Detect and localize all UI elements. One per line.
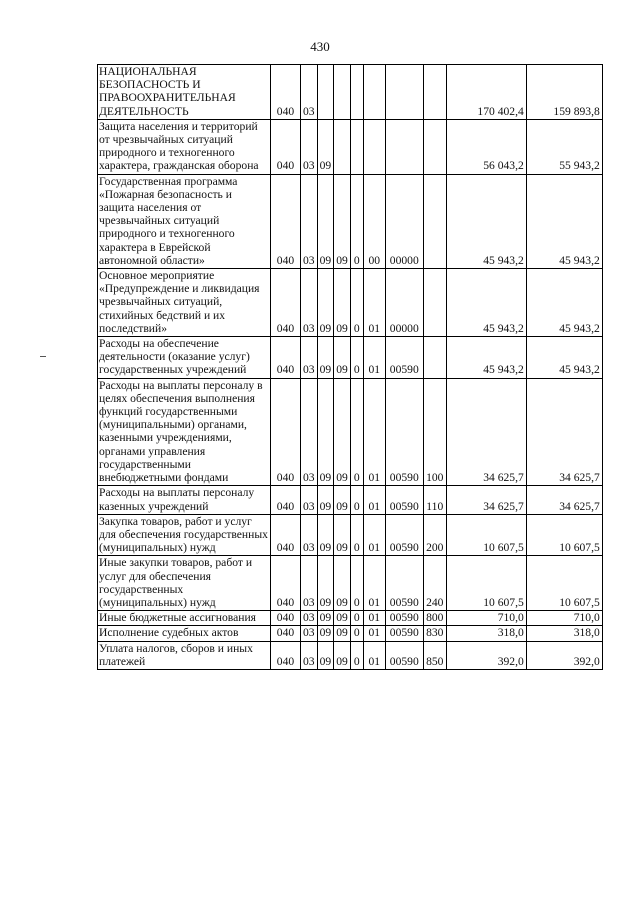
table-row xyxy=(98,65,603,120)
direction-code: 00590 xyxy=(385,378,423,486)
amount-year-1: 45 943,2 xyxy=(446,337,526,379)
event-code: 01 xyxy=(363,514,385,556)
subsection-code: 09 xyxy=(317,641,334,669)
expense-type-code xyxy=(423,269,446,337)
amount-year-2: 318,0 xyxy=(526,626,602,641)
expense-type-code: 850 xyxy=(423,641,446,669)
expense-type-code: 240 xyxy=(423,556,446,611)
row-name: Расходы на обеспечение деятельности (оказание услуг) государственных учреждений xyxy=(98,337,271,379)
direction-code: 00590 xyxy=(385,486,423,514)
subsection-code: 09 xyxy=(317,486,334,514)
table-row xyxy=(98,337,603,379)
subsection-code: 09 xyxy=(317,514,334,556)
section-code: 03 xyxy=(301,641,318,669)
ministry-code: 040 xyxy=(271,626,301,641)
direction-code: 00590 xyxy=(385,641,423,669)
subsection-code: 09 xyxy=(317,378,334,486)
section-code: 03 xyxy=(301,119,318,174)
amount-year-2: 34 625,7 xyxy=(526,486,602,514)
program-code: 09 xyxy=(334,514,351,556)
ministry-code: 040 xyxy=(271,337,301,379)
expense-type-code: 200 xyxy=(423,514,446,556)
section-code: 03 xyxy=(301,378,318,486)
table-row xyxy=(98,378,603,486)
section-code: 03 xyxy=(301,556,318,611)
event-code: 01 xyxy=(363,626,385,641)
direction-code: 00000 xyxy=(385,269,423,337)
amount-year-1: 34 625,7 xyxy=(446,486,526,514)
row-name: Уплата налогов, сборов и иных платежей xyxy=(98,641,271,669)
row-name: Закупка товаров, работ и услуг для обеспечения государственных (муниципальных) нужд xyxy=(98,514,271,556)
amount-year-1: 34 625,7 xyxy=(446,378,526,486)
program-code xyxy=(334,119,351,174)
subsection-code: 09 xyxy=(317,556,334,611)
direction-code: 00590 xyxy=(385,337,423,379)
event-code: 01 xyxy=(363,641,385,669)
direction-code xyxy=(385,119,423,174)
section-code: 03 xyxy=(301,337,318,379)
row-name: Иные закупки товаров, работ и услуг для обеспечения государственных (муниципальных) нужд xyxy=(98,556,271,611)
direction-code: 00000 xyxy=(385,174,423,268)
subprogram-code xyxy=(350,65,363,120)
ministry-code: 040 xyxy=(271,556,301,611)
amount-year-1: 392,0 xyxy=(446,641,526,669)
row-name: НАЦИОНАЛЬНАЯ БЕЗОПАСНОСТЬ И ПРАВООХРАНИТЕЛЬНАЯ ДЕЯТЕЛЬНОСТЬ xyxy=(98,65,271,120)
subprogram-code: 0 xyxy=(350,174,363,268)
row-name: Расходы на выплаты персоналу в целях обеспечения выполнения функций государственными (муниципальными) органами, казенными учреждениями, органами управления государственными внебюджетными фондами xyxy=(98,378,271,486)
program-code: 09 xyxy=(334,378,351,486)
subprogram-code: 0 xyxy=(350,626,363,641)
subsection-code: 09 xyxy=(317,611,334,626)
event-code: 01 xyxy=(363,486,385,514)
subprogram-code: 0 xyxy=(350,486,363,514)
amount-year-2: 45 943,2 xyxy=(526,174,602,268)
subsection-code: 09 xyxy=(317,337,334,379)
budget-table xyxy=(97,64,603,670)
event-code: 01 xyxy=(363,556,385,611)
row-name: Защита населения и территорий от чрезвычайных ситуаций природного и техногенного характера, гражданская оборона xyxy=(98,119,271,174)
subsection-code: 09 xyxy=(317,119,334,174)
ministry-code: 040 xyxy=(271,378,301,486)
table-row xyxy=(98,119,603,174)
event-code: 01 xyxy=(363,337,385,379)
program-code: 09 xyxy=(334,626,351,641)
program-code: 09 xyxy=(334,269,351,337)
expense-type-code: 830 xyxy=(423,626,446,641)
table-row xyxy=(98,626,603,641)
amount-year-1: 170 402,4 xyxy=(446,65,526,120)
subprogram-code: 0 xyxy=(350,337,363,379)
event-code: 01 xyxy=(363,378,385,486)
ministry-code: 040 xyxy=(271,269,301,337)
amount-year-2: 710,0 xyxy=(526,611,602,626)
subprogram-code: 0 xyxy=(350,641,363,669)
program-code xyxy=(334,65,351,120)
direction-code: 00590 xyxy=(385,556,423,611)
program-code: 09 xyxy=(334,486,351,514)
subprogram-code xyxy=(350,119,363,174)
direction-code xyxy=(385,65,423,120)
program-code: 09 xyxy=(334,556,351,611)
amount-year-2: 45 943,2 xyxy=(526,337,602,379)
event-code xyxy=(363,65,385,120)
amount-year-1: 56 043,2 xyxy=(446,119,526,174)
ministry-code: 040 xyxy=(271,641,301,669)
subsection-code: 09 xyxy=(317,626,334,641)
table-row xyxy=(98,556,603,611)
amount-year-1: 45 943,2 xyxy=(446,269,526,337)
amount-year-1: 10 607,5 xyxy=(446,514,526,556)
amount-year-2: 159 893,8 xyxy=(526,65,602,120)
page-number: 430 xyxy=(310,39,330,54)
section-code: 03 xyxy=(301,611,318,626)
subprogram-code: 0 xyxy=(350,378,363,486)
subsection-code: 09 xyxy=(317,174,334,268)
expense-type-code: 110 xyxy=(423,486,446,514)
amount-year-1: 710,0 xyxy=(446,611,526,626)
expense-type-code xyxy=(423,174,446,268)
ministry-code: 040 xyxy=(271,174,301,268)
subprogram-code: 0 xyxy=(350,611,363,626)
amount-year-2: 55 943,2 xyxy=(526,119,602,174)
program-code: 09 xyxy=(334,337,351,379)
program-code: 09 xyxy=(334,611,351,626)
ministry-code: 040 xyxy=(271,65,301,120)
table-row xyxy=(98,486,603,514)
ministry-code: 040 xyxy=(271,611,301,626)
scan-mark xyxy=(40,356,46,357)
event-code: 01 xyxy=(363,269,385,337)
section-code: 03 xyxy=(301,514,318,556)
row-name: Государственная программа «Пожарная безопасность и защита населения от чрезвычайных ситуаций природного и техногенного характера в Еврейской автономной области» xyxy=(98,174,271,268)
expense-type-code: 100 xyxy=(423,378,446,486)
expense-type-code xyxy=(423,119,446,174)
expense-type-code: 800 xyxy=(423,611,446,626)
direction-code: 00590 xyxy=(385,514,423,556)
amount-year-1: 318,0 xyxy=(446,626,526,641)
event-code xyxy=(363,119,385,174)
table-row xyxy=(98,269,603,337)
ministry-code: 040 xyxy=(271,119,301,174)
amount-year-1: 45 943,2 xyxy=(446,174,526,268)
direction-code: 00590 xyxy=(385,611,423,626)
section-code: 03 xyxy=(301,269,318,337)
row-name: Расходы на выплаты персоналу казенных учреждений xyxy=(98,486,271,514)
direction-code: 00590 xyxy=(385,626,423,641)
ministry-code: 040 xyxy=(271,486,301,514)
amount-year-2: 45 943,2 xyxy=(526,269,602,337)
table-row xyxy=(98,514,603,556)
table-body xyxy=(98,65,603,670)
section-code: 03 xyxy=(301,486,318,514)
row-name: Исполнение судебных актов xyxy=(98,626,271,641)
table-row xyxy=(98,611,603,626)
table-row xyxy=(98,174,603,268)
subprogram-code: 0 xyxy=(350,514,363,556)
event-code: 00 xyxy=(363,174,385,268)
amount-year-2: 392,0 xyxy=(526,641,602,669)
section-code: 03 xyxy=(301,174,318,268)
amount-year-2: 10 607,5 xyxy=(526,556,602,611)
amount-year-2: 10 607,5 xyxy=(526,514,602,556)
program-code: 09 xyxy=(334,641,351,669)
row-name: Иные бюджетные ассигнования xyxy=(98,611,271,626)
row-name: Основное мероприятие «Предупреждение и ликвидация чрезвычайных ситуаций, стихийных бедствий и их последствий» xyxy=(98,269,271,337)
event-code: 01 xyxy=(363,611,385,626)
subprogram-code: 0 xyxy=(350,269,363,337)
table-row xyxy=(98,641,603,669)
expense-type-code xyxy=(423,337,446,379)
expense-type-code xyxy=(423,65,446,120)
subsection-code: 09 xyxy=(317,269,334,337)
ministry-code: 040 xyxy=(271,514,301,556)
subsection-code xyxy=(317,65,334,120)
section-code: 03 xyxy=(301,65,318,120)
subprogram-code: 0 xyxy=(350,556,363,611)
amount-year-2: 34 625,7 xyxy=(526,378,602,486)
amount-year-1: 10 607,5 xyxy=(446,556,526,611)
program-code: 09 xyxy=(334,174,351,268)
section-code: 03 xyxy=(301,626,318,641)
